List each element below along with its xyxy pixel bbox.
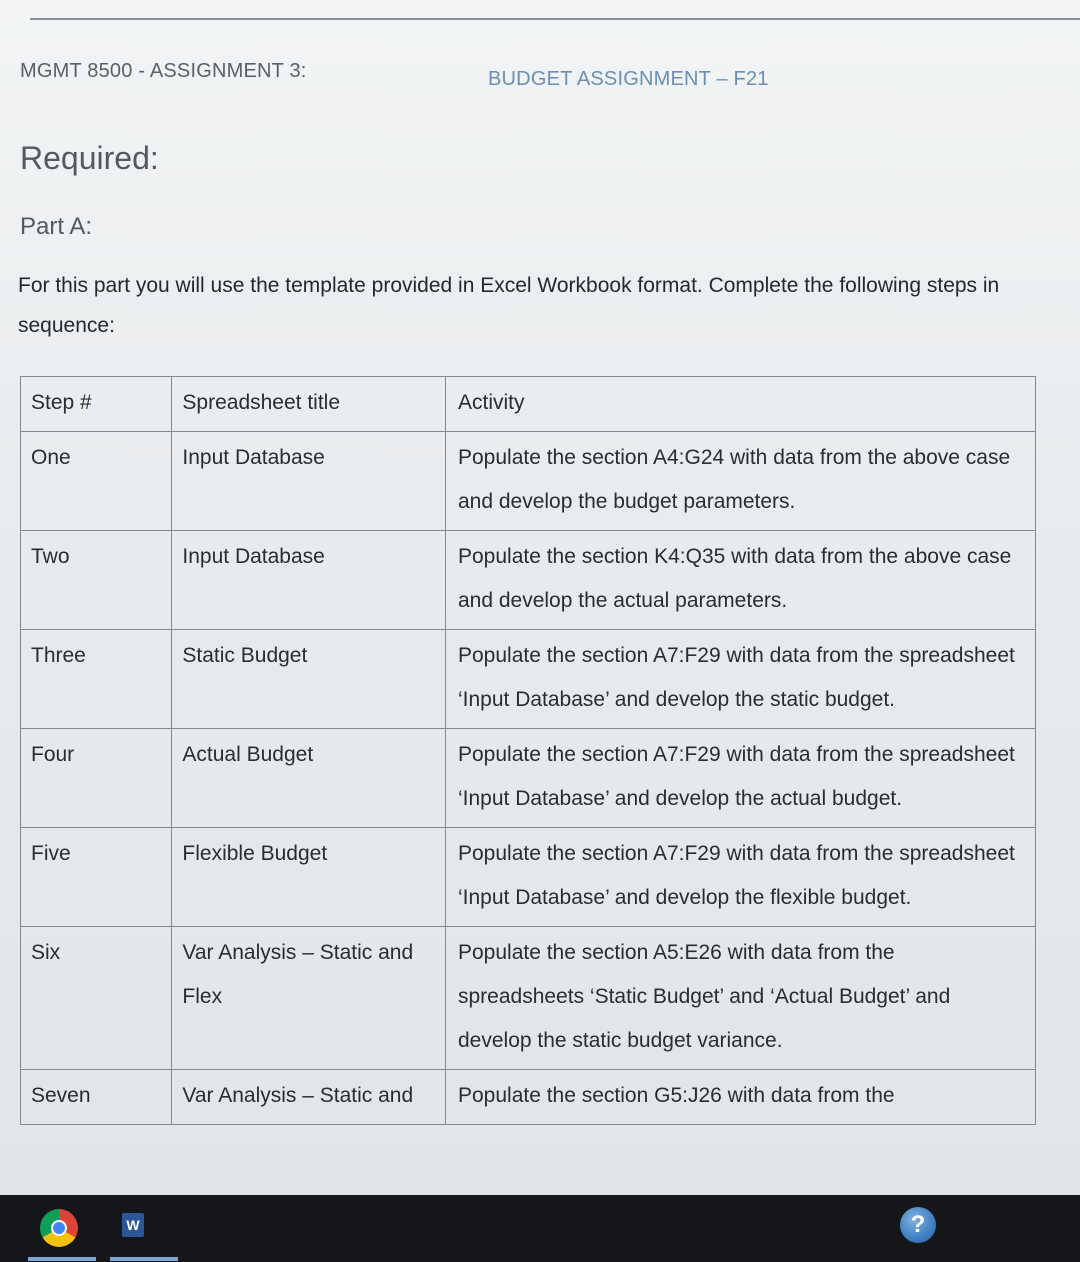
title-cell: Var Analysis – Static and Flex: [172, 927, 446, 1070]
activity-cell: Populate the section G5:J26 with data from the: [445, 1070, 1035, 1125]
activity-cell: Populate the section K4:Q35 with data from the above case and develop the actual parameters.: [445, 531, 1035, 630]
activity-cell: Populate the section A7:F29 with data from the spreadsheet ‘Input Database’ and develop the static budget.: [445, 630, 1035, 729]
activity-cell: Populate the section A7:F29 with data from the spreadsheet ‘Input Database’ and develop the actual budget.: [445, 729, 1035, 828]
chrome-active-indicator: [28, 1257, 96, 1261]
step-cell: One: [21, 432, 172, 531]
table-header-row: [21, 377, 1036, 432]
word-icon[interactable]: W: [122, 1213, 144, 1237]
table-row: [21, 630, 1036, 729]
header-rule: [30, 18, 1080, 20]
title-cell: Input Database: [172, 432, 446, 531]
title-cell: Input Database: [172, 531, 446, 630]
step-cell: Four: [21, 729, 172, 828]
step-cell: Five: [21, 828, 172, 927]
course-header: MGMT 8500 - ASSIGNMENT 3:: [20, 60, 307, 82]
step-cell: Two: [21, 531, 172, 630]
chrome-icon[interactable]: [40, 1209, 78, 1247]
instructions-paragraph: For this part you will use the template provided in Excel Workbook format. Complete the following steps in sequence:: [18, 274, 1000, 337]
table-row: [21, 1070, 1036, 1125]
step-cell: Seven: [21, 1070, 172, 1125]
title-cell: Flexible Budget: [172, 828, 446, 927]
title-cell: Static Budget: [172, 630, 446, 729]
step-cell: Six: [21, 927, 172, 1070]
header-activity: Activity: [445, 377, 1035, 432]
title-cell: Actual Budget: [172, 729, 446, 828]
required-heading: Required:: [20, 140, 159, 176]
activity-cell: Populate the section A5:E26 with data from the spreadsheets ‘Static Budget’ and ‘Actual Budget’ and develop the static budget variance.: [445, 927, 1035, 1070]
part-a-heading: Part A:: [20, 213, 93, 240]
table-row: [21, 531, 1036, 630]
step-cell: Three: [21, 630, 172, 729]
table-row: [21, 432, 1036, 531]
taskbar: [0, 1195, 1080, 1262]
activity-cell: Populate the section A4:G24 with data from the above case and develop the budget parameters.: [445, 432, 1035, 531]
steps-table: [20, 376, 1036, 1125]
activity-cell: Populate the section A7:F29 with data from the spreadsheet ‘Input Database’ and develop the flexible budget.: [445, 828, 1035, 927]
help-icon[interactable]: ?: [900, 1207, 936, 1243]
word-active-indicator: [110, 1257, 178, 1261]
table-row: [21, 729, 1036, 828]
header-title: Spreadsheet title: [172, 377, 446, 432]
table-row: [21, 828, 1036, 927]
title-cell: Var Analysis – Static and: [172, 1070, 446, 1125]
header-step: Step #: [21, 377, 172, 432]
table-row: [21, 927, 1036, 1070]
assignment-header: BUDGET ASSIGNMENT – F21: [488, 68, 769, 90]
